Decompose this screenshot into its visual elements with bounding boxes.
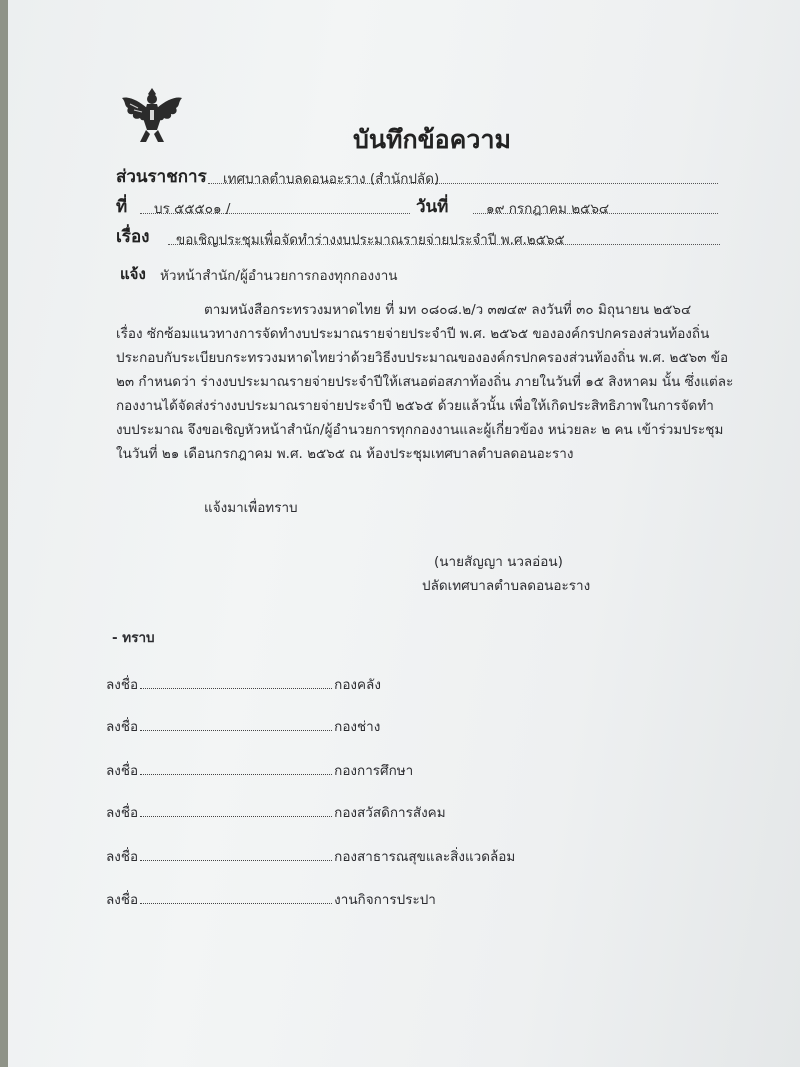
signature-line [140,806,332,817]
memo-paper [8,0,800,1067]
subject-value: ขอเชิญประชุมเพื่อจัดทำร่างงบประมาณรายจ่ายประจำปี พ.ศ.๒๕๖๕ [176,232,565,248]
date-dotted-line [473,213,718,214]
signature-line [140,850,332,861]
sign-prefix: ลงชื่อ [106,892,139,908]
body-line-4: ๒๓ กำหนดว่า ร่างงบประมาณรายจ่ายประจำปีให้เสนอต่อสภาท้องถิ่น ภายในวันที่ ๑๕ สิงหาคม นั้น ซึ่งแต่ละ [116,374,734,390]
agency-label: ส่วนราชการ [116,167,207,187]
date-label: วันที่ [416,197,449,217]
sign-row-engineering [106,715,380,737]
date-value: ๑๙ กรกฎาคม ๒๕๖๔ [486,201,610,217]
dept-name: กองสาธารณสุขและสิ่งแวดล้อม [334,849,516,865]
body-line-5: กองงานได้จัดส่งร่างงบประมาณรายจ่ายประจำปี ๒๕๖๕ ด้วยแล้วนั้น เพื่อให้เกิดประสิทธิภาพในการจัดทำ [116,398,714,414]
ref-label: ที่ [116,197,128,217]
dept-name: กองคลัง [334,677,381,693]
sign-row-waterworks [106,888,436,910]
dept-name: กองช่าง [334,719,381,735]
dept-name: กองการศึกษา [334,763,414,779]
signature-line [140,893,332,904]
to-label: แจ้ง [120,265,146,283]
dept-name: กองสวัสดิการสังคม [334,805,446,821]
sign-row-social-welfare [106,801,446,823]
sign-prefix: ลงชื่อ [106,719,139,735]
garuda-emblem-icon [120,86,184,146]
closing-text: แจ้งมาเพื่อทราบ [204,500,298,516]
sign-row-education [106,759,413,781]
signatory-name: (นายสัญญา นวลอ่อน) [434,554,563,570]
body-line-1: ตามหนังสือกระทรวงมหาดไทย ที่ มท ๐๘๐๘.๒/ว ๓๗๔๙ ลงวันที่ ๓๐ มิถุนายน ๒๕๖๔ [204,302,692,318]
body-line-2: เรื่อง ซักซ้อมแนวทางการจัดทำงบประมาณรายจ่ายประจำปี พ.ศ. ๒๕๖๕ ขององค์กรปกครองส่วนท้องถิ่น [116,326,710,342]
body-line-6: งบประมาณ จึงขอเชิญหัวหน้าสำนัก/ผู้อำนวยการทุกกองงานและผู้เกี่ยวข้อง หน่วยละ ๒ คน เข้าร่วมประชุม [116,422,724,438]
sign-row-public-health [106,845,515,867]
sign-prefix: ลงชื่อ [106,677,139,693]
signature-line [140,764,332,775]
sign-prefix: ลงชื่อ [106,763,139,779]
signatory-position: ปลัดเทศบาลตำบลดอนอะราง [422,578,591,594]
sign-row-finance [106,673,381,695]
dept-name: งานกิจการประปา [334,892,436,908]
sign-prefix: ลงชื่อ [106,805,139,821]
agency-dotted-line [208,183,718,184]
signature-line [140,678,332,689]
to-value: หัวหน้าสำนัก/ผู้อำนวยการกองทุกกองงาน [160,268,398,284]
body-line-3: ประกอบกับระเบียบกระทรวงมหาดไทยว่าด้วยวิธีงบประมาณขององค์กรปกครองส่วนท้องถิ่น พ.ศ. ๒๕๖๓ ข้อ [116,350,729,366]
sign-prefix: ลงชื่อ [106,849,139,865]
ref-value: บร ๕๕๕๐๑ / [154,201,231,217]
page-title: บันทึกข้อความ [353,125,511,154]
signature-line [140,720,332,731]
agency-value: เทศบาลตำบลดอนอะราง (สำนักปลัด) [223,171,440,187]
ref-dotted-line [140,213,410,214]
subject-dotted-line [168,244,720,245]
subject-label: เรื่อง [116,227,150,247]
acknowledge-label: - ทราบ [112,630,155,646]
body-line-7: ในวันที่ ๒๑ เดือนกรกฎาคม พ.ศ. ๒๕๖๕ ณ ห้องประชุมเทศบาลตำบลดอนอะราง [116,446,574,462]
